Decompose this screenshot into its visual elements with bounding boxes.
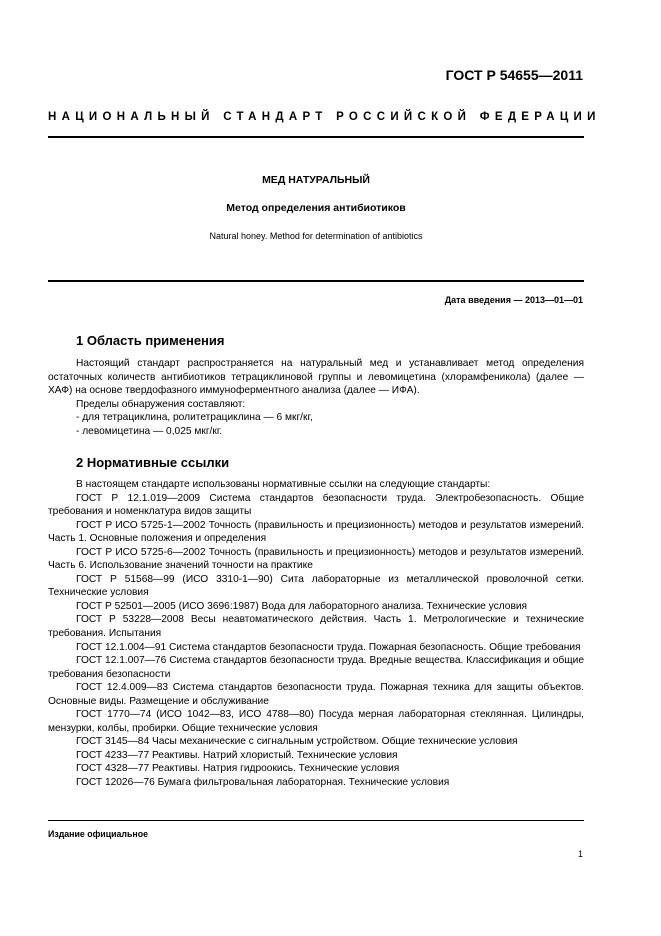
document-number: ГОСТ Р 54655—2011 — [445, 67, 583, 83]
reference-item: ГОСТ Р 52501—2005 (ИСО 3696:1987) Вода для лабораторного анализа. Технические условия — [76, 600, 528, 612]
section-1-body — [48, 357, 584, 438]
reference-item: ГОСТ 4233—77 Реактивы. Натрий хлористый. Технические условия — [76, 749, 398, 761]
reference-item: ГОСТ 12.1.004—91 Система стандартов безопасности труда. Пожарная безопасность. Общие требования — [76, 641, 581, 653]
paragraph: Настоящий стандарт распространяется на натуральный мед и устанавливает метод определения остаточных количеств антибиотиков тетрациклиновой группы и левомицетина (хлорамфеникола) (далее — ХАФ) на основе твердофазного иммуноферментного анализа (далее — ИФА). — [48, 358, 584, 397]
reference-item: ГОСТ Р ИСО 5725-1—2002 Точность (правильность и прецизионность) методов и результатов измерений. Часть 1. Основные положения и определения — [48, 519, 584, 545]
reference-item: ГОСТ Р 53228—2008 Весы неавтоматического действия. Часть 1. Метрологические и технические требования. Испытания — [48, 614, 584, 640]
reference-item: ГОСТ 12.1.007—76 Система стандартов безопасности труда. Вредные вещества. Классификация и общие требования безопасности — [48, 655, 584, 680]
reference-item: ГОСТ 1770—74 (ИСО 1042—83, ИСО 4788—80) Посуда мерная лабораторная стеклянная. Цилиндры, мензурки, колбы, пробирки. Общие технические условия — [48, 709, 584, 734]
reference-item: ГОСТ 3145—84 Часы механические с сигнальным устройством. Общие технические условия — [76, 736, 518, 748]
footer-divider — [48, 820, 584, 821]
reference-item: ГОСТ 12.4.009—83 Система стандартов безопасности труда. Пожарная техника для защиты объектов. Основные виды. Размещение и обслуживание — [48, 682, 584, 707]
document-subtitle: Метод определения антибиотиков — [226, 202, 406, 214]
header-divider — [48, 136, 584, 138]
section-2-heading: 2 Нормативные ссылки — [76, 455, 230, 470]
reference-item: ГОСТ 12026—76 Бумага фильтровальная лабораторная. Технические условия — [76, 777, 450, 789]
paragraph: В настоящем стандарте использованы нормативные ссылки на следующие стандарты: — [76, 479, 491, 490]
reference-item: ГОСТ Р ИСО 5725-6—2002 Точность (правильность и прецизионность) методов и результатов измерений. Часть 6. Использование значений точности на практике — [48, 546, 584, 572]
list-item: - для тетрациклина, ролитетрациклина — 6 мкг/кг, — [76, 412, 313, 424]
edition-label: Издание официальное — [48, 829, 148, 839]
page-number: 1 — [577, 849, 583, 859]
national-standard-banner: НАЦИОНАЛЬНЫЙ СТАНДАРТ РОССИЙСКОЙ ФЕДЕРАЦИИ — [48, 111, 601, 123]
english-title: Natural honey. Method for determination of antibiotics — [209, 231, 423, 241]
list-item: - левомицетина — 0,025 мкг/кг. — [76, 425, 223, 437]
document-title: МЕД НАТУРАЛЬНЫЙ — [262, 174, 370, 186]
reference-item: ГОСТ 4328—77 Реактивы. Натрия гидроокись. Технические условия — [76, 763, 400, 775]
reference-item: ГОСТ Р 12.1.019—2009 Система стандартов безопасности труда. Электробезопасность. Общие требования и номенклатура видов защиты — [48, 492, 584, 518]
introduction-date: Дата введения — 2013—01—01 — [444, 295, 583, 305]
section-1-heading: 1 Область применения — [76, 333, 225, 348]
paragraph: Пределы обнаружения составляют: — [76, 398, 246, 410]
section-2-body — [48, 478, 584, 790]
reference-item: ГОСТ Р 51568—99 (ИСО 3310-1—90) Сита лабораторные из металлической проволочной сетки. Технические условия — [48, 573, 584, 599]
title-divider — [48, 280, 584, 282]
